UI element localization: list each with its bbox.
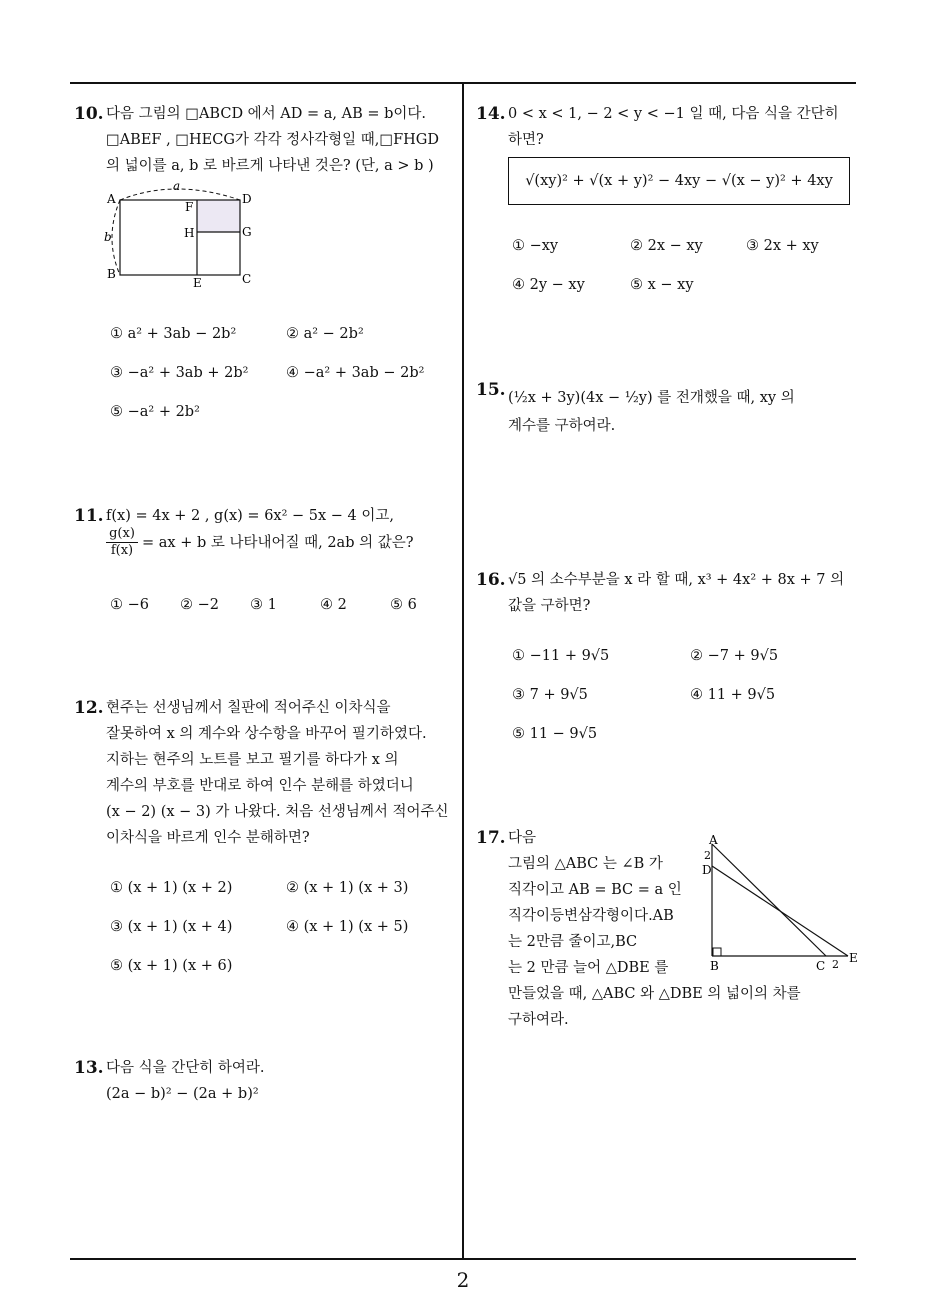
label-B: B (710, 959, 719, 973)
option-1[interactable]: ① a² + 3ab − 2b² (110, 326, 237, 342)
option-4[interactable]: ④ −a² + 3ab − 2b² (286, 365, 425, 381)
question-text-line: 잘못하여 x 의 계수와 상수항을 바꾸어 필기하였다. (106, 726, 427, 742)
label-F: F (185, 200, 194, 214)
label-D: D (702, 863, 712, 877)
question-text-line: 지하는 현주의 노트를 보고 필기를 하다가 x 의 (106, 752, 399, 768)
question-text-line: f(x) = 4x + 2 , g(x) = 6x² − 5x − 4 이고, (106, 508, 395, 524)
question-text-line: 직각이고 AB = BC = a 인 (508, 882, 682, 898)
fraction-denominator: f(x) (110, 543, 134, 558)
label-G: G (242, 225, 252, 239)
label-E: E (849, 951, 858, 965)
option-4[interactable]: ④ 2y − xy (512, 277, 585, 293)
option-4[interactable]: ④ 11 + 9√5 (690, 687, 776, 703)
expression: (2a − b)² − (2a + b)² (106, 1086, 259, 1102)
question-text-line: 계수의 부호를 반대로 하여 인수 분해를 하였더니 (106, 778, 414, 794)
option-1[interactable]: ① (x + 1) (x + 2) (110, 880, 233, 896)
option-5[interactable]: ⑤ x − xy (630, 277, 694, 293)
question-text-line: 0 < x < 1, − 2 < y < −1 일 때, 다음 식을 간단히 (508, 106, 839, 122)
question-text-line: 직각이등변삼각형이다.AB (508, 908, 674, 924)
question-number: 10. (74, 104, 104, 124)
question-number: 15. (476, 380, 506, 400)
question-number: 11. (74, 506, 104, 526)
question-text-line: = ax + b 로 나타내어질 때, 2ab 의 값은? (142, 535, 414, 551)
option-2[interactable]: ② 2x − xy (630, 238, 703, 254)
question-text-line: 계수를 구하여라. (508, 418, 616, 434)
option-3[interactable]: ③ 7 + 9√5 (512, 687, 588, 703)
question-text-line: 현주는 선생님께서 칠판에 적어주신 이차식을 (106, 700, 391, 716)
question-number: 13. (74, 1058, 104, 1078)
label-b: b (104, 230, 112, 244)
option-2[interactable]: ② −2 (180, 597, 219, 613)
label-A: A (107, 192, 116, 206)
question-text-line: √5 의 소수부분을 x 라 할 때, x³ + 4x² + 8x + 7 의 (508, 572, 845, 588)
option-1[interactable]: ① −xy (512, 238, 559, 254)
option-2[interactable]: ② (x + 1) (x + 3) (286, 880, 409, 896)
fraction (106, 526, 138, 559)
option-4[interactable]: ④ 2 (320, 597, 347, 613)
bottom-rule (70, 1258, 856, 1260)
question-text-line: 다음 (508, 830, 537, 846)
option-5[interactable]: ⑤ (x + 1) (x + 6) (110, 958, 233, 974)
option-3[interactable]: ③ 1 (250, 597, 277, 613)
option-5[interactable]: ⑤ 11 − 9√5 (512, 726, 598, 742)
label-H: H (184, 226, 195, 240)
fraction-numerator: g(x) (106, 526, 138, 543)
question-text-line: 그림의 △ABC 는 ∠B 가 (508, 856, 663, 872)
question-number: 12. (74, 698, 104, 718)
label-D: D (242, 192, 252, 206)
question-text-line: (½x + 3y)(4x − ½y) 를 전개했을 때, xy 의 (508, 390, 795, 406)
question-text-line: 구하여라. (508, 1012, 569, 1028)
label-E: E (193, 276, 202, 288)
label-two-left: 2 (704, 849, 711, 862)
question-text-line: 다음 그림의 □ABCD 에서 AD = a, AB = b이다. (106, 106, 427, 122)
option-2[interactable]: ② −7 + 9√5 (690, 648, 779, 664)
question-text-line: 하면? (508, 132, 544, 148)
question-text-line: 의 넓이를 a, b 로 바르게 나타낸 것은? (단, a > b ) (106, 158, 434, 174)
option-3[interactable]: ③ 2x + xy (746, 238, 819, 254)
question-text-line: 만들었을 때, △ABC 와 △DBE 의 넓이의 차를 (508, 986, 801, 1002)
column-divider (462, 82, 464, 1258)
option-3[interactable]: ③ (x + 1) (x + 4) (110, 919, 233, 935)
question-number: 16. (476, 570, 506, 590)
option-1[interactable]: ① −6 (110, 597, 149, 613)
question-text-line: 값을 구하면? (508, 598, 591, 614)
label-B: B (107, 267, 116, 281)
option-1[interactable]: ① −11 + 9√5 (512, 648, 610, 664)
question-text-line: 는 2 만큼 늘어 △DBE 를 (508, 960, 669, 976)
question-text-line: 는 2만큼 줄이고,BC (508, 934, 638, 950)
option-5[interactable]: ⑤ 6 (390, 597, 417, 613)
option-2[interactable]: ② a² − 2b² (286, 326, 364, 342)
option-3[interactable]: ③ −a² + 3ab + 2b² (110, 365, 249, 381)
option-4[interactable]: ④ (x + 1) (x + 5) (286, 919, 409, 935)
label-a: a (173, 179, 181, 193)
square-figure (100, 178, 270, 288)
option-5[interactable]: ⑤ −a² + 2b² (110, 404, 200, 420)
label-C: C (242, 272, 252, 286)
label-two-bottom: 2 (832, 958, 839, 971)
question-number: 17. (476, 828, 506, 848)
page-number: 2 (456, 1268, 470, 1292)
boxed-expression: √(xy)² + √(x + y)² − 4xy − √(x − y)² + 4xy (508, 157, 850, 205)
question-text-line: 이차식을 바르게 인수 분해하면? (106, 830, 310, 846)
question-text-line: 다음 식을 간단히 하여라. (106, 1060, 265, 1076)
label-C: C (816, 959, 826, 973)
label-A: A (709, 833, 718, 847)
question-number: 14. (476, 104, 506, 124)
question-text-line: (x − 2) (x − 3) 가 나왔다. 처음 선생님께서 적어주신 (106, 804, 449, 820)
triangle-figure (698, 832, 868, 974)
question-text-line: □ABEF , □HECG가 각각 정사각형일 때,□FHGD (106, 132, 440, 148)
